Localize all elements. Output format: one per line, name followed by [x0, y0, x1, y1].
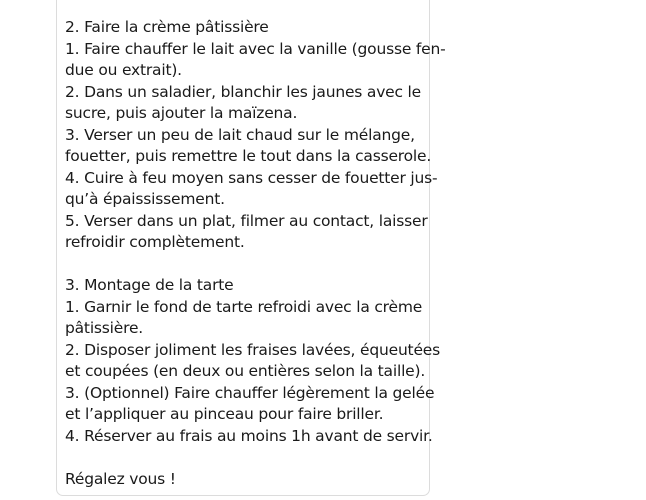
message-line: 3. Montage de la tarte — [65, 276, 234, 294]
message-line: Régalez vous ! — [65, 469, 176, 488]
message-line: 2. Faire la crème pâtissière — [65, 18, 269, 36]
message-line: pâtissière. — [65, 319, 144, 337]
message-line: 5. Verser dans un plat, filmer au contact, laisser — [65, 211, 428, 230]
message-line: 3. Verser un peu de lait chaud sur le mélange, — [65, 125, 415, 144]
message-line: 1. Garnir le fond de tarte refroidi avec la crème — [65, 297, 423, 316]
message-line: fouetter, puis remettre le tout dans la casserole. — [65, 147, 432, 165]
message-line: 1. Faire chauffer le lait avec la vanille (gousse fen- — [65, 39, 446, 58]
message-line: due ou extrait). — [65, 61, 182, 79]
message-text — [65, 17, 446, 490]
message-line — [65, 447, 429, 469]
message-line: 4. Cuire à feu moyen sans cesser de fouetter jus- — [65, 168, 438, 187]
message-line: 2. Disposer joliment les fraises lavées, équeutées — [65, 340, 440, 359]
message-bubble — [56, 0, 446, 496]
message-line: refroidir complètement. — [65, 233, 245, 251]
message-line: 4. Réserver au frais au moins 1h avant de servir. — [65, 426, 433, 445]
message-line: et l’appliquer au pinceau pour faire briller. — [65, 405, 384, 423]
message-line: sucre, puis ajouter la maïzena. — [65, 104, 298, 122]
message-line: et coupées (en deux ou entières selon la taille). — [65, 362, 426, 380]
message-line — [65, 254, 429, 276]
message-line: 3. (Optionnel) Faire chauffer légèrement la gelée — [65, 383, 435, 402]
message-line: qu’à épaississement. — [65, 190, 225, 208]
message-line: 2. Dans un saladier, blanchir les jaunes avec le — [65, 82, 421, 101]
